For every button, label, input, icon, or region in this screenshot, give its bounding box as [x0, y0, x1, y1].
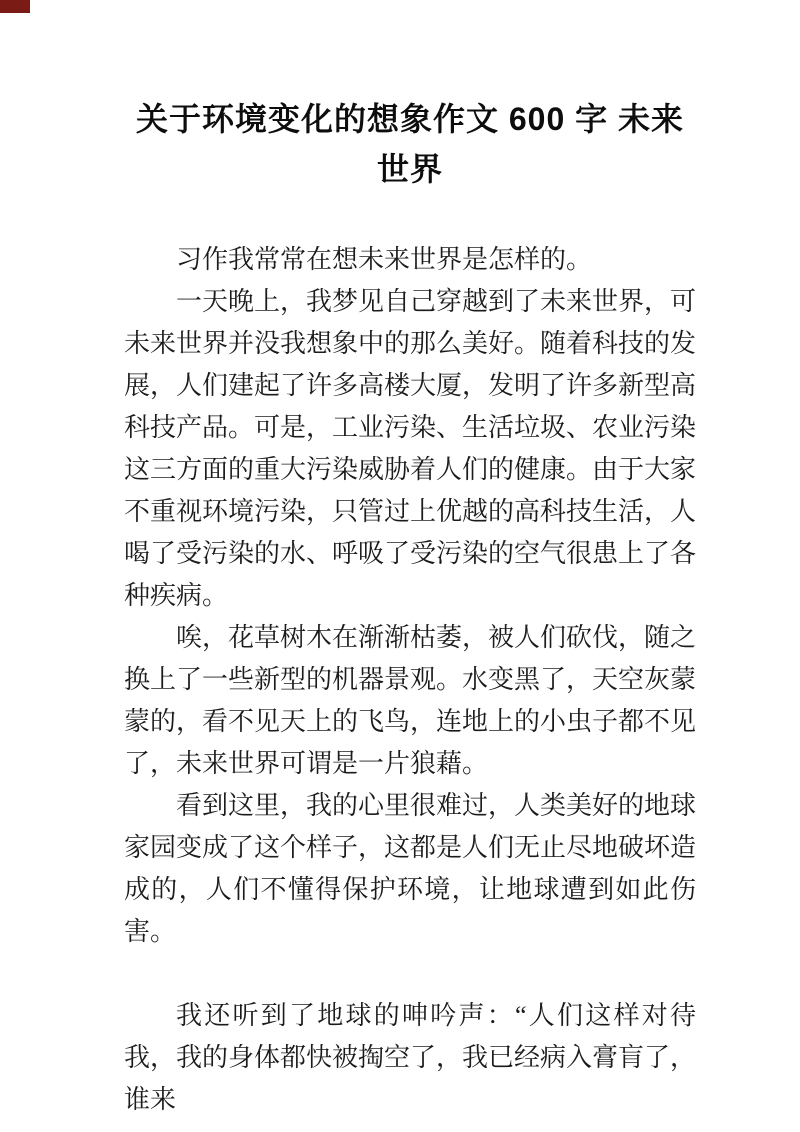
essay-content	[124, 0, 696, 1121]
essay-paragraph-5: 我还听到了地球的呻吟声：“人们这样对待我，我的身体都快被掏空了，我已经病入膏肓了，谁来	[124, 1001, 697, 1114]
essay-paragraph-2: 一天晚上，我梦见自己穿越到了未来世界，可未来世界并没我想象中的那么美好。随着科技的发展，人们建起了许多高楼大厦，发明了许多新型高科技产品。可是，工业污染、生活垃圾、农业污染这三方面的重大污染威胁着人们的健康。由于大家不重视环境污染，只管过上优越的高科技生活，人喝了受污染的水、呼吸了受污染的空气很患上了各种疾病。	[124, 287, 697, 610]
essay-paragraph-1: 习作我常常在想未来世界是怎样的。	[176, 245, 593, 274]
essay-title-line-2: 世界	[376, 151, 443, 187]
essay-title	[124, 94, 696, 194]
essay-title-line-1: 关于环境变化的想象作文 600 字 未来	[135, 101, 685, 137]
essay-body	[124, 239, 696, 1121]
essay-paragraph-3: 唉，花草树木在渐渐枯萎，被人们砍伐，随之换上了一些新型的机器景观。水变黑了，天空灰蒙蒙的，看不见天上的飞鸟，连地上的小虫子都不见了，未来世界可谓是一片狼藉。	[124, 623, 697, 778]
essay-paragraph-4: 看到这里，我的心里很难过，人类美好的地球家园变成了这个样子，这都是人们无止尽地破坏造成的，人们不懂得保护环境，让地球遭到如此伤害。	[124, 791, 697, 946]
header-remnant	[0, 0, 30, 13]
